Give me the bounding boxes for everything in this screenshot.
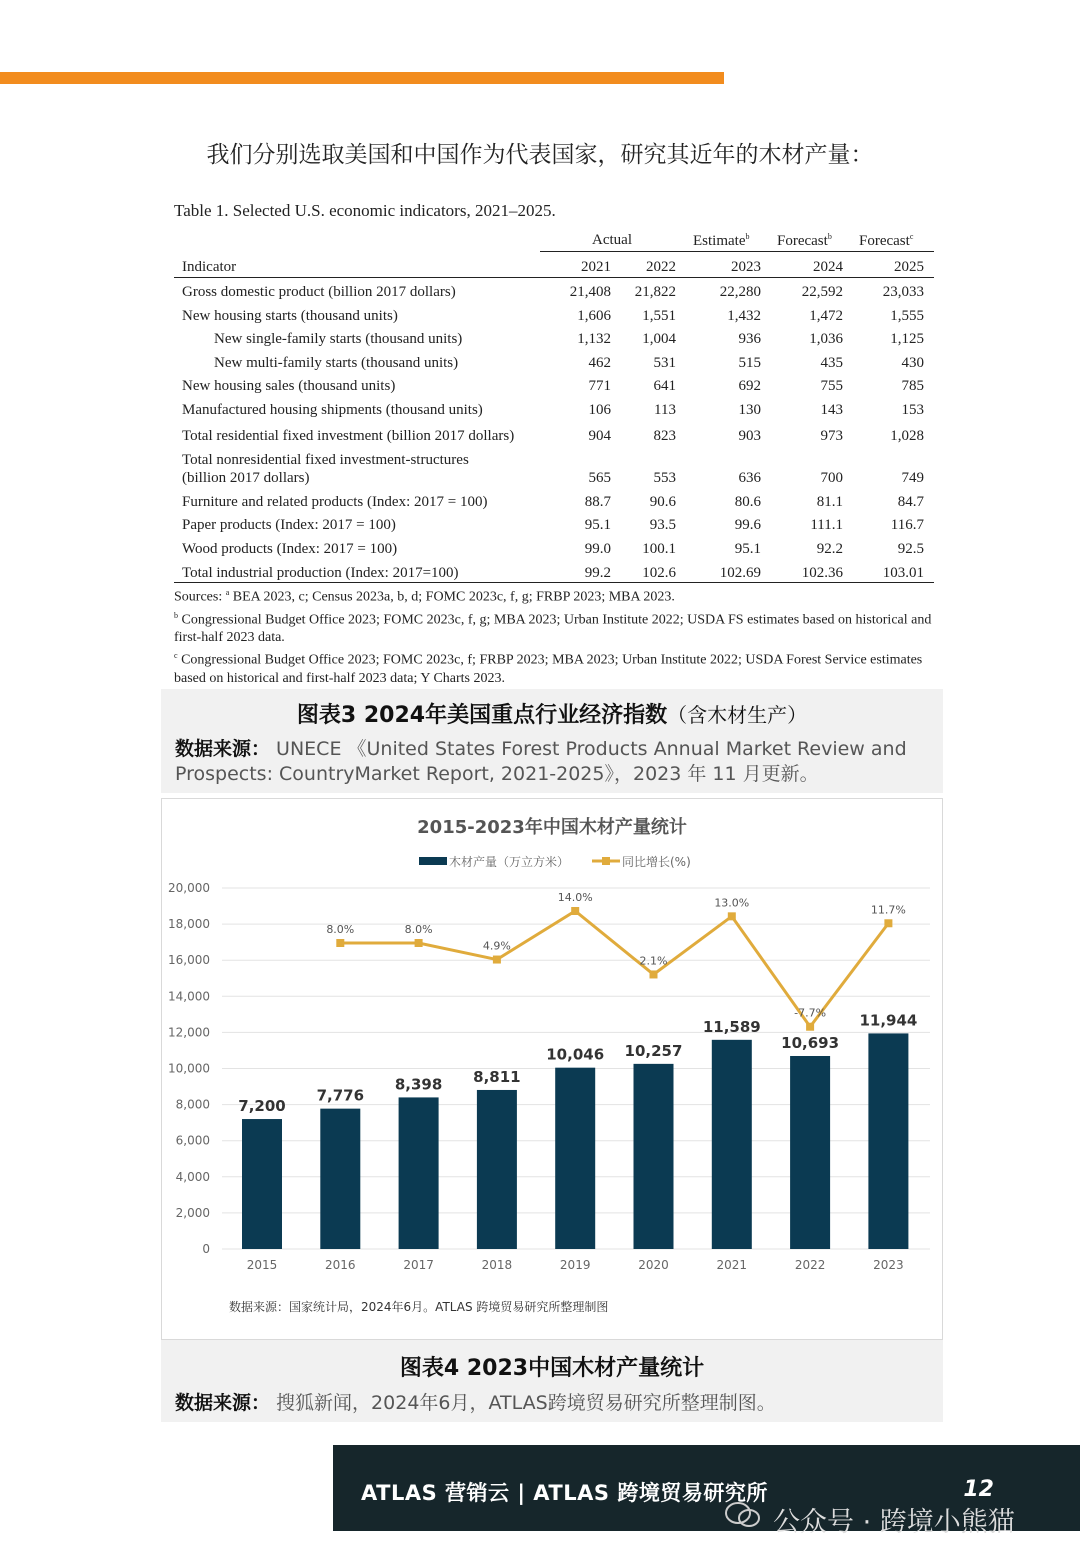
bar [477,1090,517,1249]
cell-value: 95.1 [584,517,611,533]
cell-value: 99.0 [584,541,611,557]
cell-value: 130 [738,402,761,418]
figure3-title-suffix: （含木材生产） [667,703,808,727]
cell-value: 93.5 [649,517,676,533]
group-header-sup: b [827,232,832,241]
x-tick-label: 2016 [325,1258,356,1272]
wechat-icon [725,1501,761,1529]
cell-value: 102.69 [719,565,761,581]
y-tick-label: 18,000 [168,917,210,932]
table-note [174,647,934,688]
legend-line-label: 同比增长(%) [622,855,691,869]
group-header-sup: b [745,232,750,241]
note-text: Congressional Budget Office 2023; FOMC 2023c, f, g; MBA 2023; Urban Institute 2022; USDA FS estimates based on historical and first-half 2023 data. [174,612,932,646]
bar [712,1040,752,1249]
wechat-account: 公众号 · 跨境小熊猫 [773,1507,1015,1538]
cell-value: 641 [653,378,676,394]
y-tick-label: 4,000 [175,1169,210,1184]
row-label: Paper products (Index: 2017 = 100) [182,517,396,533]
x-tick-label: 2017 [403,1258,434,1272]
cell-value: 1,472 [809,308,843,324]
cell-value: 153 [901,402,924,418]
group-header [859,232,913,250]
bar [868,1033,908,1249]
table-row [174,331,934,353]
growth-marker [415,939,423,947]
table-bottom-rule [174,582,934,583]
growth-marker [493,956,501,964]
legend-bar-label: 木材产量（万立方米） [449,855,570,869]
cell-value: 1,551 [642,308,676,324]
table-row [174,541,934,563]
cell-value: 771 [588,378,611,394]
x-tick-label: 2022 [794,1258,826,1272]
cell-value: 973 [820,428,843,444]
table-row [174,308,934,330]
figure4-source-label: 数据来源： [175,1392,271,1414]
group-header-label: Forecast [777,233,828,249]
cell-value: 116.7 [890,517,924,533]
cell-value: 749 [901,470,924,486]
group-header [693,232,750,250]
cell-value: 1,036 [809,331,843,347]
cell-value: 88.7 [584,494,611,510]
cell-value: 1,606 [577,308,611,324]
growth-data-label: 4.9% [482,939,511,953]
growth-marker [336,939,344,947]
bar-data-label: 10,693 [781,1033,840,1052]
cell-value: 636 [738,470,761,486]
row-label: Manufactured housing shipments (thousand units) [182,402,483,418]
table-row [174,378,934,400]
cell-value: 92.5 [897,541,924,557]
group-header [592,232,632,249]
cell-value: 95.1 [734,541,761,557]
cell-value: 21,822 [634,284,676,300]
y-tick-label: 16,000 [168,953,210,968]
growth-marker [728,912,736,920]
chart-source-note: 数据来源：国家统计局，2024年6月。ATLAS 跨境贸易研究所整理制图 [229,1300,609,1314]
y-tick-label: 14,000 [168,989,210,1004]
cell-value: 553 [653,470,676,486]
cell-value: 462 [588,355,611,371]
year-header: 2025 [894,259,924,275]
group-header-sup: c [909,232,914,241]
bar-data-label: 10,257 [624,1041,683,1060]
note-text: BEA 2023, c; Census 2023a, b, d; FOMC 2023c, f, g; FRBP 2023; MBA 2023. [229,589,675,605]
figure3-source [161,737,943,787]
cell-value: 143 [820,402,843,418]
growth-marker [650,970,658,978]
growth-data-label: 8.0% [404,923,433,936]
note-text: Congressional Budget Office 2023; FOMC 2023c, f; FRBP 2023; MBA 2023; Urban Institute 2022; USDA Forest Service estimates based on historical and first-half 2023 data; Y Charts 2023. [174,652,923,686]
note-marker: b [174,610,178,620]
x-tick-label: 2018 [481,1258,513,1272]
cell-value: 103.01 [882,565,924,581]
growth-marker [806,1023,814,1031]
intro-text: 我们分别选取美国和中国作为代表国家，研究其近年的木材产量： [206,142,874,168]
table-note [174,584,934,607]
bar [790,1056,830,1249]
cell-value: 84.7 [897,494,924,510]
figure4-source [161,1388,943,1415]
cell-value: 102.36 [801,565,843,581]
row-label: Total industrial production (Index: 2017=100) [182,565,459,581]
growth-data-label: -7.7% [794,1006,827,1020]
cell-value: 113 [654,402,676,418]
cell-value: 1,125 [890,331,924,347]
cell-value: 21,408 [569,284,611,300]
chart-title: 2015-2023年中国木材产量统计 [417,817,687,838]
cell-value: 100.1 [642,541,676,557]
bar-data-label: 7,200 [238,1097,286,1116]
x-tick-label: 2023 [873,1258,904,1272]
cell-value: 823 [653,428,676,444]
cell-value: 430 [901,355,924,371]
cell-value: 111.1 [810,517,843,533]
bar [634,1064,674,1249]
cell-value: 90.6 [649,494,676,510]
y-tick-label: 2,000 [175,1205,210,1220]
group-header-label: Actual [592,232,632,248]
bar-data-label: 8,811 [473,1067,521,1086]
cell-value: 755 [820,378,843,394]
table-row [174,452,934,486]
cell-value: 23,033 [882,284,924,300]
legend-line-marker [602,857,610,865]
table-note [174,607,934,648]
row-label-continued: (billion 2017 dollars) [182,470,310,486]
table-notes [174,584,934,688]
row-label: New housing starts (thousand units) [182,308,398,324]
cell-value: 565 [588,470,611,486]
bar-data-label: 10,046 [546,1045,605,1064]
chart-svg [162,799,942,1339]
growth-data-label: 8.0% [326,923,355,936]
cell-value: 99.2 [584,565,611,581]
cell-value: 80.6 [734,494,761,510]
year-header: 2021 [581,259,611,275]
bar [399,1097,439,1249]
growth-data-label: 11.7% [870,903,906,917]
figure3-source-text: UNECE 《United States Forest Products Annual Market Review and Prospects: CountryMarket Report, 2021-2025》，2023 年 11 月更新。 [175,738,907,785]
cell-value: 92.2 [816,541,843,557]
bar-data-label: 7,776 [316,1086,365,1105]
year-header: 2023 [731,259,761,275]
figure3-title-text: 图表3 2024年美国重点行业经济指数 [296,703,668,728]
x-tick-label: 2021 [716,1258,748,1272]
note-marker: a [225,588,230,597]
note-marker: c [174,651,178,661]
row-label: New housing sales (thousand units) [182,378,396,394]
table-row [174,517,934,539]
row-label: New single-family starts (thousand units) [214,331,463,347]
y-tick-label: 12,000 [168,1025,210,1040]
cell-value: 692 [738,378,761,394]
cell-value: 1,432 [727,308,761,324]
row-label: Wood products (Index: 2017 = 100) [182,541,398,557]
cell-value: 102.6 [642,565,676,581]
table-row [174,284,934,306]
figure4-caption [161,1340,943,1422]
cell-value: 904 [588,428,611,444]
cell-value: 1,028 [890,428,924,444]
figure3-caption [161,689,943,793]
bar [320,1109,360,1249]
x-tick-label: 2015 [246,1258,278,1272]
y-tick-label: 20,000 [168,881,210,895]
row-label: Furniture and related products (Index: 2017 = 100) [182,494,488,510]
group-header [777,232,832,250]
note-prefix: Sources: [174,589,226,605]
year-header: 2024 [813,259,843,275]
growth-marker [571,907,579,915]
table-row [174,355,934,377]
cell-value: 700 [820,470,843,486]
group-header-label: Estimate [693,233,746,249]
bar [555,1068,595,1249]
cell-value: 531 [653,355,676,371]
figure4-source-text: 搜狐新闻，2024年6月，ATLAS跨境贸易研究所整理制图。 [270,1392,776,1414]
page-number: 12 [963,1477,994,1502]
table-row [174,428,934,450]
year-header: 2022 [646,259,676,275]
indicator-header: Indicator [182,259,237,275]
y-tick-label: 6,000 [175,1133,210,1148]
figure4-title: 图表4 2023中国木材产量统计 [399,1356,705,1381]
x-tick-label: 2019 [559,1258,591,1272]
y-tick-label: 0 [202,1242,210,1256]
cell-value: 22,592 [801,284,843,300]
growth-data-label: 13.0% [714,896,750,910]
footer-brand: ATLAS 营销云 | ATLAS 跨境贸易研究所 [361,1481,768,1505]
cell-value: 1,004 [642,331,676,347]
growth-data-label: 2.1% [639,954,668,968]
row-label: Total residential fixed investment (billion 2017 dollars) [182,428,515,444]
bar-data-label: 8,398 [394,1075,443,1094]
header-rule-bottom [174,277,934,278]
growth-data-label: 14.0% [557,891,593,904]
legend-bar-swatch [419,857,447,865]
wood-production-chart [161,798,943,1340]
table-row [174,494,934,516]
cell-value: 936 [738,331,761,347]
cell-value: 1,132 [577,331,611,347]
page-footer [333,1445,1080,1538]
y-tick-label: 10,000 [168,1061,210,1076]
cell-value: 22,280 [719,284,761,300]
cell-value: 1,555 [890,308,924,324]
cell-value: 785 [901,378,924,394]
table-row [174,402,934,424]
table-title: Table 1. Selected U.S. economic indicators, 2021–2025. [174,201,556,220]
bar-data-label: 11,589 [702,1017,761,1036]
top-accent-bar [0,72,724,84]
group-header-label: Forecast [859,233,910,249]
cell-value: 106 [588,402,611,418]
growth-marker [884,919,892,927]
header-rule-top [540,251,934,252]
bar [242,1119,282,1249]
row-label: Gross domestic product (billion 2017 dollars) [182,284,456,300]
figure3-source-label: 数据来源： [175,738,271,760]
x-tick-label: 2020 [638,1258,669,1272]
cell-value: 515 [738,355,761,371]
cell-value: 903 [738,428,761,444]
bar-data-label: 11,944 [859,1011,918,1030]
row-label: Total nonresidential fixed investment-structures [182,452,469,468]
cell-value: 99.6 [734,517,761,533]
cell-value: 81.1 [816,494,843,510]
cell-value: 435 [820,355,843,371]
y-tick-label: 8,000 [175,1097,210,1112]
figure3-title [161,689,943,729]
row-label: New multi-family starts (thousand units) [214,355,459,371]
